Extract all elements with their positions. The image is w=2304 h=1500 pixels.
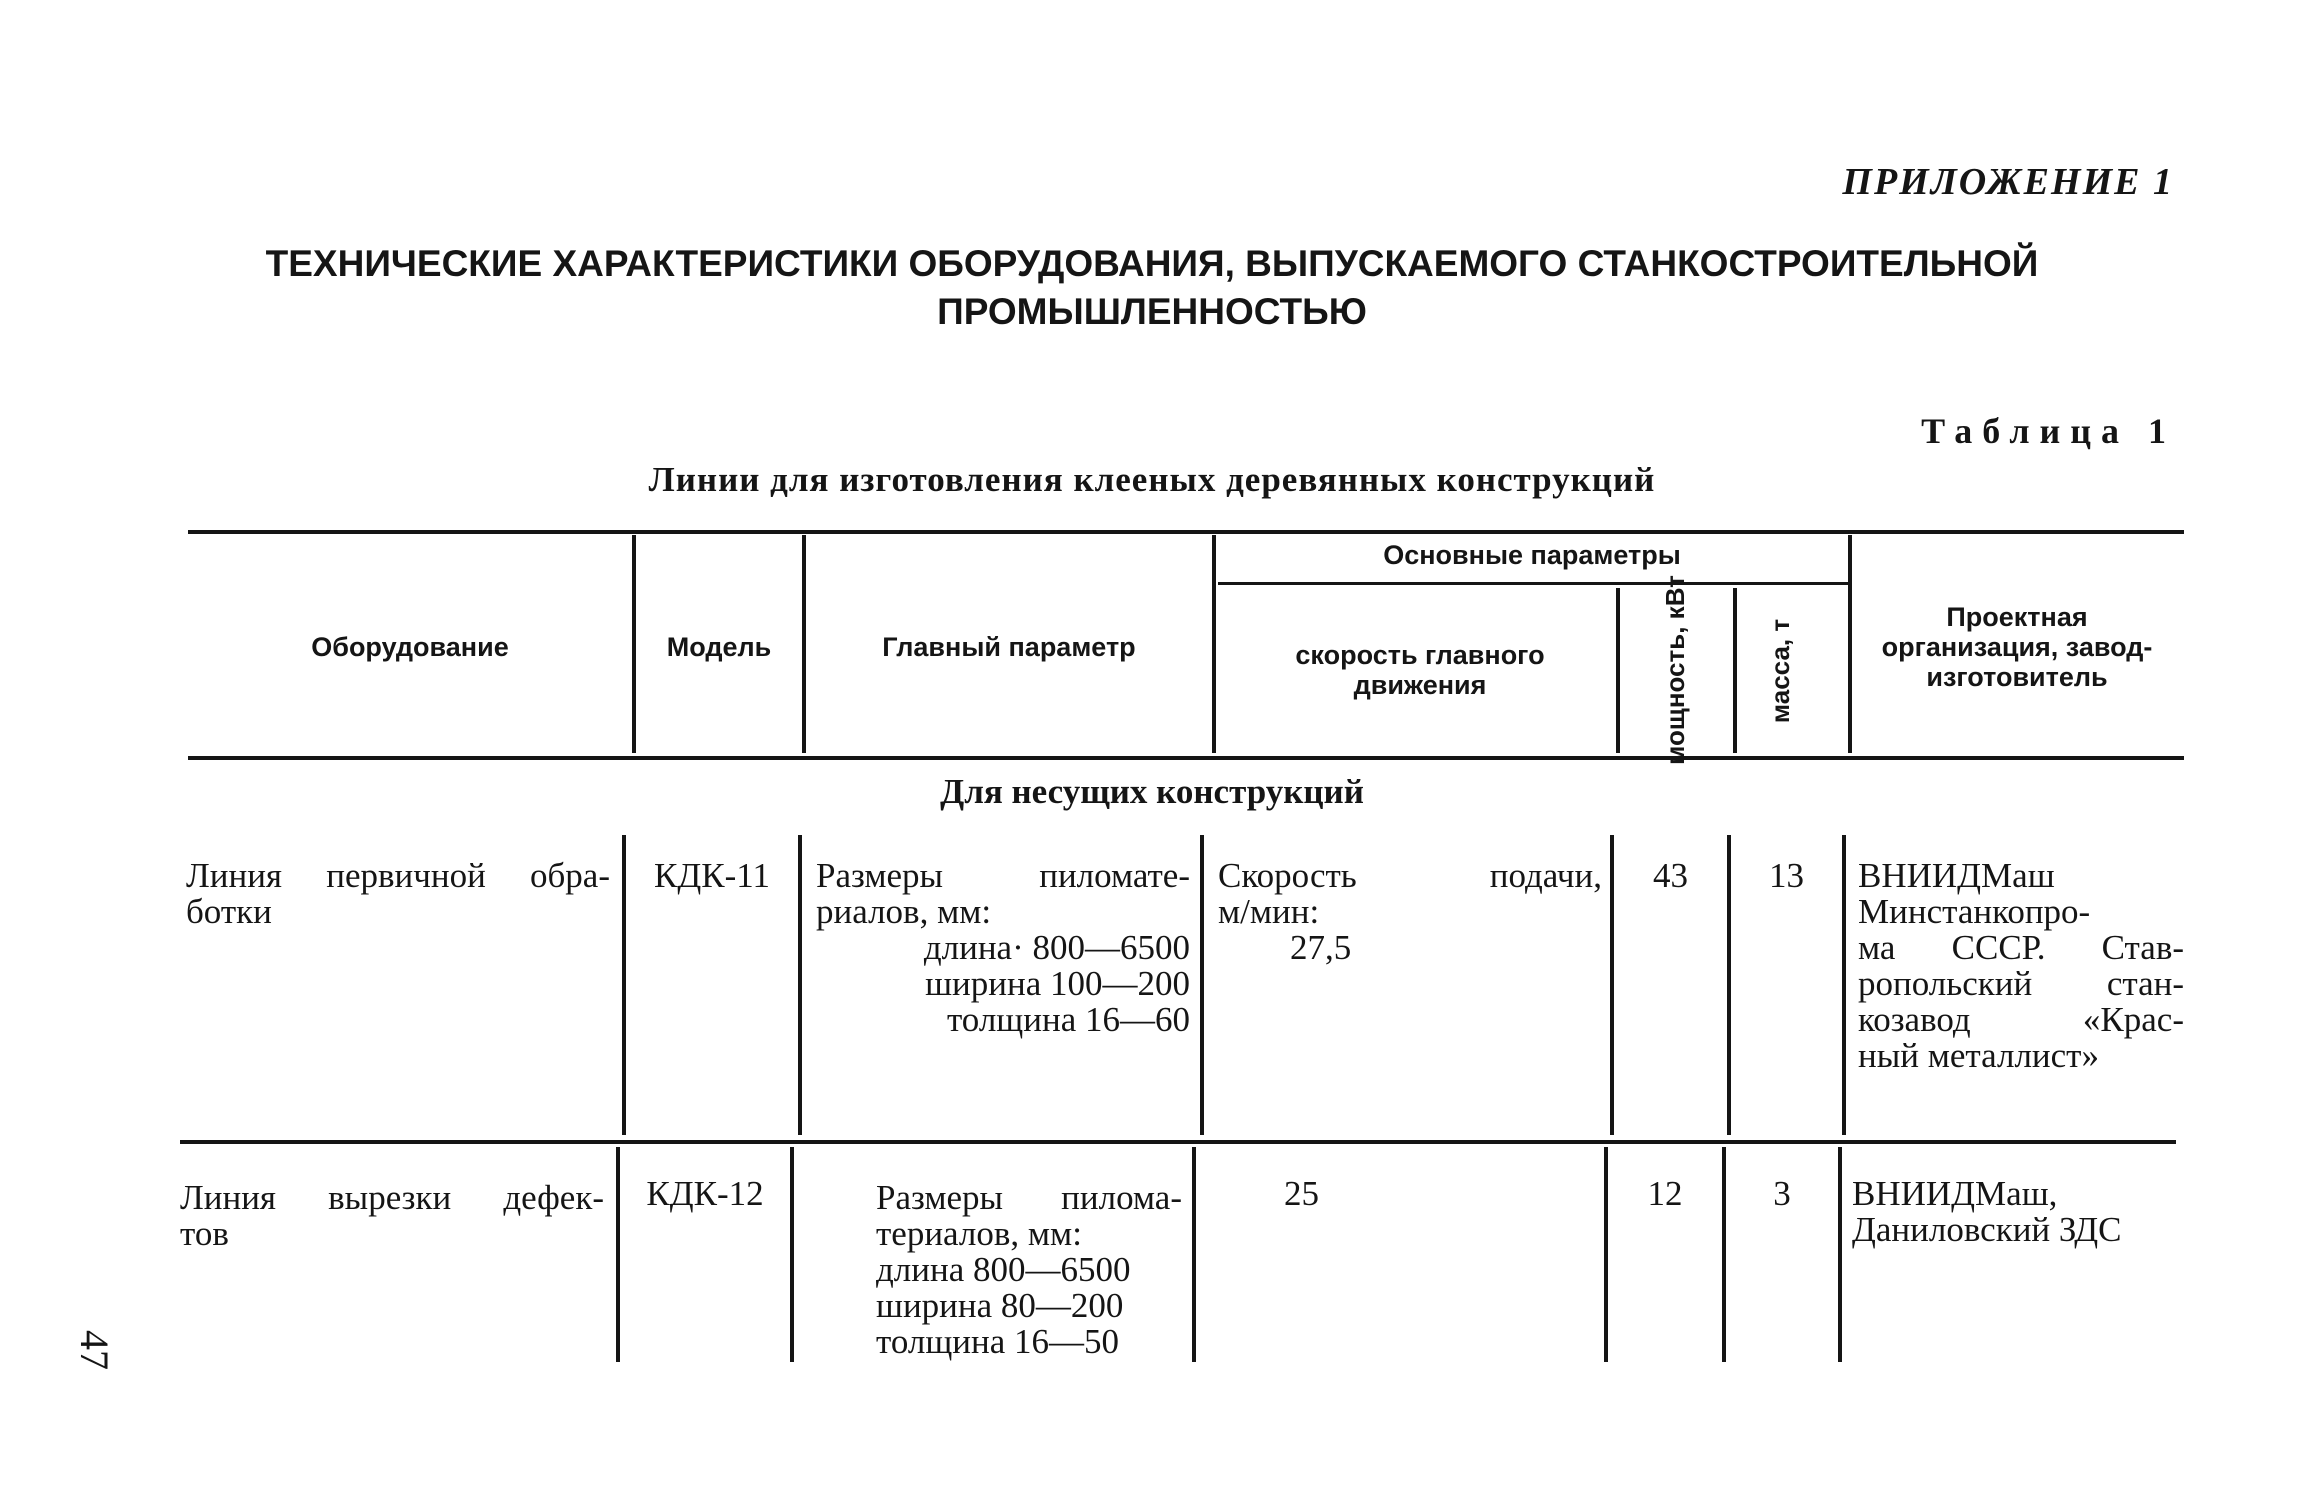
cell-organization: [1858, 858, 2184, 1074]
cell-model: КДК-11: [654, 856, 770, 895]
row-divider: [1200, 835, 1204, 1135]
param-line: толщина 16—60: [946, 1000, 1190, 1039]
org-line: Минстанкопро-: [1858, 892, 2091, 931]
header-divider: [1848, 535, 1852, 753]
row-divider: [1192, 1147, 1196, 1362]
row-divider: [1838, 1147, 1842, 1362]
table-row: [180, 1180, 604, 1252]
page-title: [0, 240, 2304, 336]
appendix-label: ПРИЛОЖЕНИЕ 1: [1842, 161, 2174, 203]
cell-equipment: Линия первичной обра-: [186, 856, 610, 895]
org-line: ма СССР. Став-: [1858, 928, 2184, 967]
table-number: Таблица 1: [1921, 411, 2176, 451]
header-mass: масса, т: [1765, 618, 1795, 724]
cell-power: 12: [1647, 1174, 1683, 1213]
cell-main-parameter: [876, 1180, 1182, 1360]
basic-params-rule: [1218, 582, 1852, 585]
cell-mass: 3: [1773, 1174, 1791, 1213]
header-speed: скорость главного движения: [1295, 640, 1545, 700]
cell-model: КДК-12: [646, 1174, 764, 1213]
org-line: ВНИИДМаш: [1858, 856, 2055, 895]
param-line: ширина 100—200: [925, 964, 1190, 1003]
page-number: 47: [72, 1330, 117, 1370]
org-line: козавод «Крас-: [1858, 1000, 2184, 1039]
header-divider: [1616, 588, 1620, 753]
org-line: ный металлист»: [1858, 1036, 2099, 1075]
header-main-parameter: Главный параметр: [882, 632, 1136, 662]
cell-speed: [1218, 858, 1602, 966]
table-caption: Линии для изготовления клееных деревянных конструкций: [648, 460, 1656, 499]
cell-equipment: ботки: [186, 892, 272, 931]
cell-organization: [1852, 1176, 2182, 1248]
header-model: Модель: [666, 632, 772, 662]
title-line-2: ПРОМЫШЛЕННОСТЬЮ: [937, 291, 1367, 332]
speed-line: Скорость подачи,: [1218, 856, 1602, 895]
param-line: Размеры пиломате-: [816, 856, 1190, 895]
param-line: длина 800—6500: [876, 1250, 1131, 1289]
cell-speed: 25: [1284, 1174, 1319, 1213]
cell-equipment: Линия вырезки дефек-: [180, 1178, 604, 1217]
header-organization: Проектная организация, завод-изготовитель: [1881, 602, 2153, 692]
param-line: толщина 16—50: [876, 1322, 1120, 1361]
row-divider: [790, 1147, 794, 1362]
param-line: териалов, мм:: [876, 1214, 1082, 1253]
cell-equipment: тов: [180, 1214, 229, 1253]
title-line-1: ТЕХНИЧЕСКИЕ ХАРАКТЕРИСТИКИ ОБОРУДОВАНИЯ, ВЫПУСКАЕМОГО СТАНКОСТРОИТЕЛЬНОЙ: [265, 243, 2039, 284]
row-divider: [616, 1147, 620, 1362]
param-line: Размеры пилома-: [876, 1178, 1182, 1217]
speed-line: м/мин:: [1218, 892, 1320, 931]
header-bottom-rule: [188, 756, 2184, 760]
org-line: Даниловский ЗДС: [1852, 1210, 2122, 1249]
cell-mass: 13: [1769, 856, 1804, 895]
table-top-rule: [188, 530, 2184, 534]
row-divider: [1842, 835, 1846, 1135]
param-line: длина· 800—6500: [923, 928, 1190, 967]
org-line: ВНИИДМаш,: [1852, 1174, 2058, 1213]
cell-power: 43: [1653, 856, 1688, 895]
header-equipment: Оборудование: [311, 632, 509, 662]
table-row: [186, 858, 610, 930]
section-title: Для несущих конструкций: [940, 772, 1364, 811]
header-basic-parameters: Основные параметры: [1383, 540, 1681, 570]
row-divider: [622, 835, 626, 1135]
cell-main-parameter: [816, 858, 1190, 1038]
param-line: ширина 80—200: [876, 1286, 1124, 1325]
param-line: риалов, мм:: [816, 892, 992, 931]
row-divider: [798, 835, 802, 1135]
speed-line: 27,5: [1290, 928, 1352, 967]
header-divider: [1733, 588, 1737, 753]
header-power: мощность, кВт: [1660, 575, 1690, 765]
row-separator: [180, 1140, 2176, 1144]
org-line: ропольский стан-: [1858, 964, 2184, 1003]
